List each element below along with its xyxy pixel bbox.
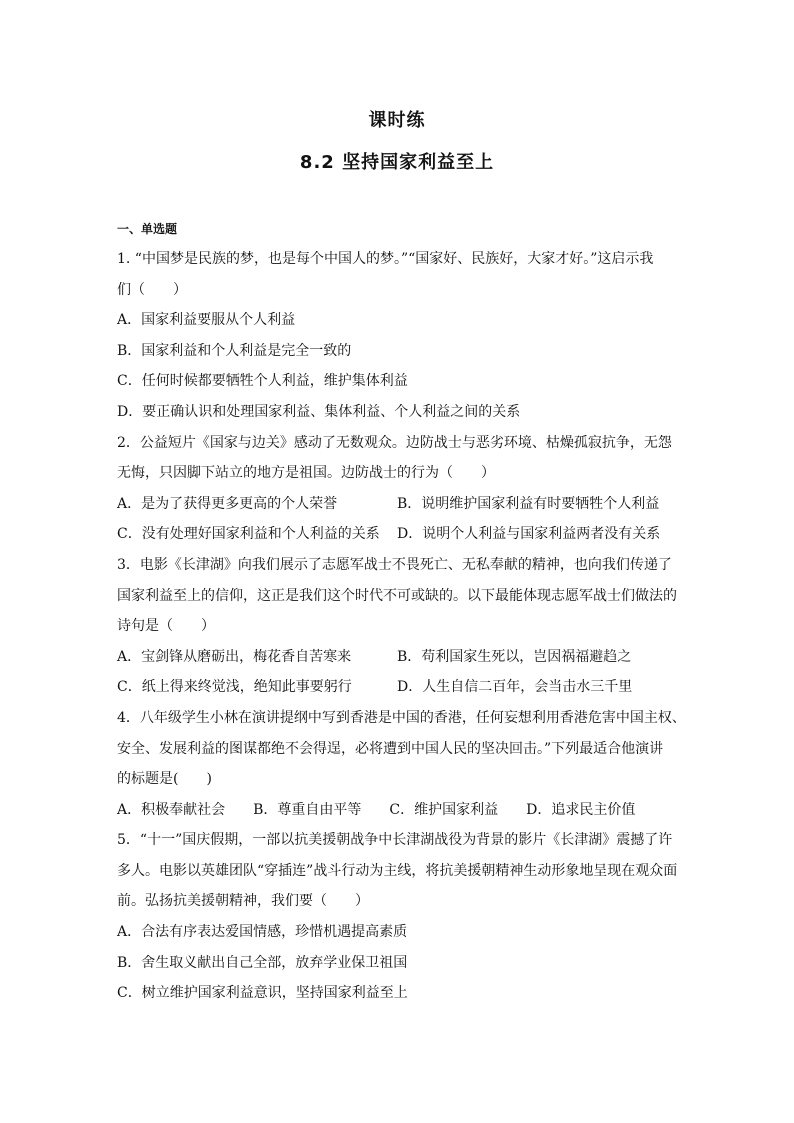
option-d: D．说明个人利益与国家利益两者没有关系	[397, 526, 661, 543]
question-stem-line: 诗句是（ ）	[117, 618, 215, 635]
question-stem-line: 5．“十一”国庆假期，一部以抗美援朝战争中长津湖战役为背景的影片《长津湖》震撼了许	[117, 832, 673, 849]
question-2	[117, 428, 683, 550]
option-c: C．纸上得来终觉浅，绝知此事要躬行	[117, 679, 352, 696]
question-stem-line: 前。弘扬抗美援朝精神，我们要（ ）	[117, 893, 369, 910]
question-stem-line: 4．八年级学生小林在演讲提纲中写到香港是中国的香港，任何妄想利用香港危害中国主权、	[117, 709, 686, 726]
question-1	[117, 244, 683, 428]
document-title: 课时练	[368, 110, 426, 131]
question-stem-line: 的标题是( )	[117, 771, 212, 788]
option-b: B．说明维护国家利益有时要牺牲个人利益	[397, 495, 660, 512]
option-c: C．维护国家利益	[389, 801, 499, 818]
question-3	[117, 550, 683, 703]
question-stem-line: 安全、发展利益的图谋都绝不会得逞，必将遭到中国人民的坚决回击。”下列最适合他演讲	[117, 740, 664, 757]
option-d: D．追求民主价值	[526, 801, 636, 818]
option-a: A．宝剑锋从磨砺出，梅花香自苦寒来	[117, 648, 352, 665]
option-a: A．是为了获得更多更高的个人荣誉	[117, 495, 338, 512]
option-c: C．树立维护国家利益意识，坚持国家利益至上	[117, 985, 408, 1002]
lesson-title: 8.2 坚持国家利益至上	[299, 152, 495, 173]
options-row	[117, 672, 683, 703]
question-stem-line: 3．电影《长津湖》向我们展示了志愿军战士不畏死亡、无私奉献的精神，也向我们传递了	[117, 556, 672, 573]
option-a: A．积极奉献社会	[117, 801, 226, 818]
option-c: C．任何时候都要牺牲个人利益，维护集体利益	[117, 373, 408, 390]
option-b: B．国家利益和个人利益是完全一致的	[117, 342, 352, 359]
question-stem-line: 1. “中国梦是民族的梦，也是每个中国人的梦。”“国家好、民族好，大家才好。”这启示我	[117, 251, 654, 267]
option-b: B．舍生取义献出自己全部，放弃学业保卫祖国	[117, 954, 408, 971]
question-list	[117, 244, 686, 1009]
question-stem-line: 2．公益短片《国家与边关》感动了无数观众。边防战士与恶劣环境、枯燥孤寂抗争，无怨	[117, 434, 672, 451]
question-stem-line: 无悔，只因脚下站立的地方是祖国。边防战士的行为（ ）	[117, 465, 495, 482]
question-stem-line: 多人。电影以英雄团队“穿插连”战斗行动为主线，将抗美援朝精神生动形象地呈现在观众面	[117, 862, 678, 879]
options-row	[117, 489, 683, 520]
question-5	[117, 825, 683, 1009]
question-4	[117, 703, 686, 825]
option-b: B．尊重自由平等	[253, 801, 362, 818]
options-row	[117, 642, 683, 673]
option-b: B．苟利国家生死以，岂因祸福避趋之	[397, 648, 632, 665]
options-row	[117, 519, 683, 550]
options-row	[117, 795, 683, 826]
option-c: C．没有处理好国家利益和个人利益的关系	[117, 526, 380, 543]
option-a: A．国家利益要服从个人利益	[117, 312, 296, 329]
question-stem-line: 们（ ）	[117, 281, 187, 298]
section-heading: 一、单选题	[117, 222, 178, 236]
option-d: D．人生自信二百年，会当击水三千里	[397, 679, 633, 696]
option-a: A．合法有序表达爱国情感，珍惜机遇提高素质	[117, 924, 408, 941]
question-stem-line: 国家利益至上的信仰，这正是我们这个时代不可或缺的。以下最能体现志愿军战士们做法的	[117, 587, 677, 604]
option-d: D．要正确认识和处理国家利益、集体利益、个人利益之间的关系	[117, 403, 521, 420]
